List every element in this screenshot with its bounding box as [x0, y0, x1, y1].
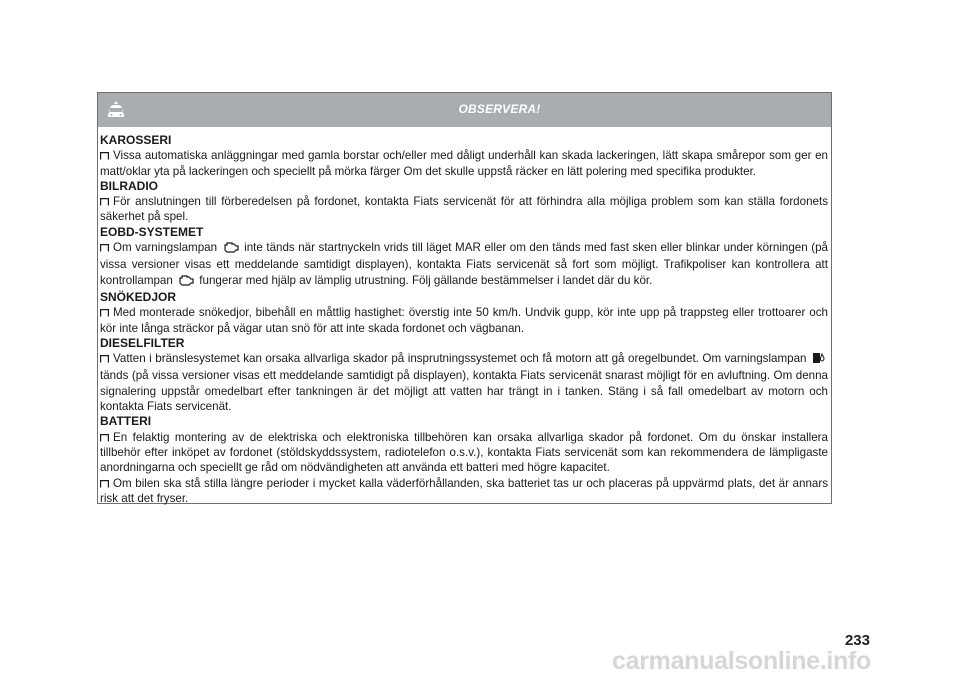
heading-eobd: EOBD-SYSTEMET [100, 224, 204, 239]
notice-header [98, 93, 831, 127]
bullet-icon [100, 355, 109, 363]
bullet-icon [100, 434, 109, 442]
notice-box [97, 92, 832, 504]
notice-title: OBSERVERA! [458, 102, 541, 116]
paragraph-karosseri: Vissa automatiska anläggningar med gamla borstar och/eller med dåligt underhåll kan skada lackeringen, lätt skapa smårepor som ger en matt/oklar yta på lackeringen och speciellt på mörka färger Om det skulle uppstå räcker en lätt polering med specifika produkter. [100, 149, 828, 178]
bullet-icon [100, 244, 109, 252]
heading-snokedjor: SNÖKEDJOR [100, 289, 177, 304]
paragraph-batteri-2: Om bilen ska stå stilla längre perioder i mycket kalla väderförhållanden, ska batteriet tas ur och placeras på uppvärmd plats, det är annars risk att det fryser. [100, 476, 828, 505]
engine-warning-icon [223, 241, 239, 257]
water-in-fuel-icon [812, 352, 826, 368]
paragraph-dieselfilter: Vatten i bränslesystemet kan orsaka allvarliga skador på insprutningssystemet och få motorn att gå oregelbundet. Om varningslampan tänds (på vissa versioner visas ett meddelande samtidigt på displayen), kontakta Fiats servicenät snarast möjligt för en avluftning. Om denna signalering uppstår omedelbart efter tankningen är det möjligt att vatten har trängt in i tanken. Stäng i så fall omedelbart av motorn och kontakta Fiats servicenät. [100, 352, 828, 414]
engine-warning-icon [178, 274, 194, 290]
heading-bilradio: BILRADIO [100, 178, 158, 193]
paragraph-batteri-1: En felaktig montering av de elektriska och elektroniska tillbehören kan orsaka allvarliga skador på fordonet. Om du önskar installera tillbehör efter inköpet av fordonet (stöldskyddssystem, radiotelefon o.s.v.), kontakta Fiats servicenät som kan rekommendera de lämpligaste anordningarna och speciellt ge råd om nödvändigheten att använda ett batteri med högre kapacitet. [100, 430, 828, 475]
heading-dieselfilter: DIESELFILTER [100, 335, 185, 350]
notice-body [98, 127, 831, 506]
paragraph-snokedjor: Med monterade snökedjor, bibehåll en måttlig hastighet: överstig inte 50 km/h. Undvik gupp, kör inte upp på trappsteg eller trottoarer och kör inte långa sträckor på vägar utan snö för att inte skada fordonet och vägbanan. [100, 306, 828, 335]
page-number: 233 [844, 632, 870, 649]
paragraph-eobd: Om varningslampan inte tänds när startnyckeln vrids till läget MAR eller om den tänds med fast sken eller blinkar under körningen (på vissa versioner visas ett meddelande samtidigt displayen), kontakta Fiats servicenät så fort som möjligt. Trafikpoliser kan kontrollera att kontrollampan fungerar med hjälp av lämplig utrustning. Följ gällande bestämmelser i landet där du kör. [100, 240, 828, 290]
paragraph-bilradio: För anslutningen till förberedelsen på fordonet, kontakta Fiats servicenät för att förhindra alla möjliga problem som kan ställa fordonets säkerhet på spel. [100, 195, 828, 224]
bullet-icon [100, 480, 109, 488]
heading-batteri: BATTERI [100, 414, 152, 429]
watermark: carmanualsonline.info [612, 647, 872, 675]
bullet-icon [100, 309, 109, 317]
bullet-icon [100, 198, 109, 206]
heading-karosseri: KAROSSERI [100, 133, 172, 147]
bullet-icon [100, 152, 109, 160]
